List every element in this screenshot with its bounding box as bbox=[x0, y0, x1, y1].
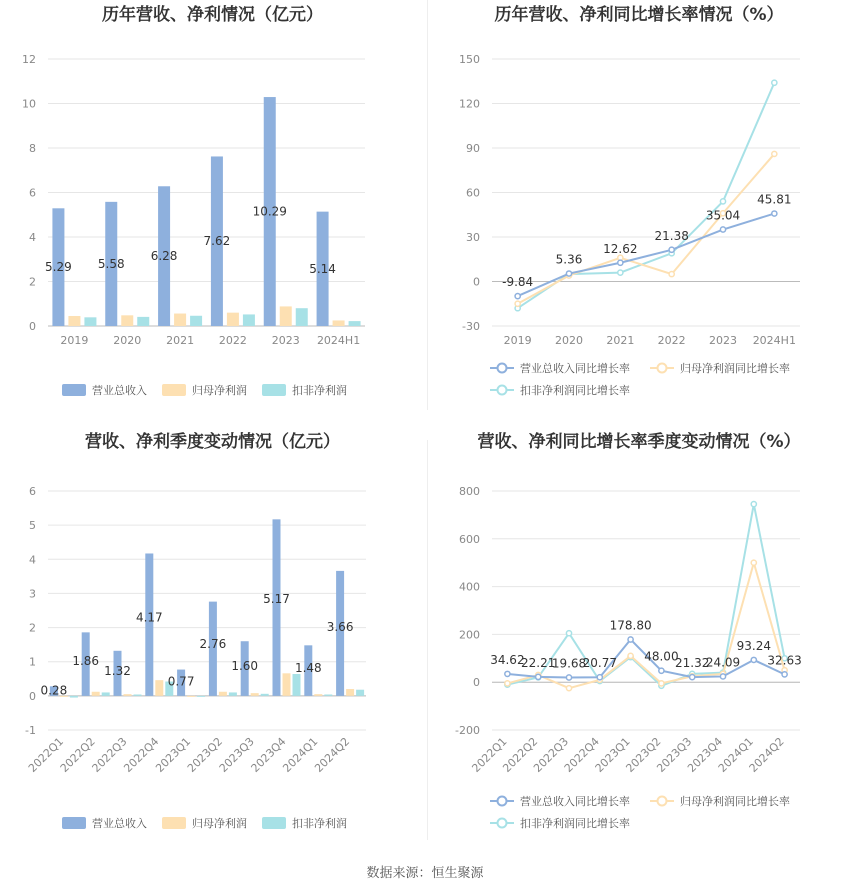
bar bbox=[197, 696, 205, 697]
data-label: 6.28 bbox=[150, 249, 178, 264]
x-tick-label: 2023Q4 bbox=[685, 734, 726, 775]
legend-swatch bbox=[262, 384, 286, 396]
y-tick-label: 150 bbox=[459, 53, 480, 66]
bar bbox=[187, 696, 195, 697]
y-tick-label: 0 bbox=[29, 320, 36, 333]
y-tick-label: -30 bbox=[462, 320, 480, 333]
chart-title: 营收、净利季度变动情况（亿元） bbox=[85, 432, 340, 452]
legend-swatch bbox=[162, 384, 186, 396]
y-tick-label: 90 bbox=[466, 142, 480, 155]
legend-label: 归母净利润 bbox=[192, 384, 247, 397]
bar bbox=[324, 694, 332, 695]
y-tick-label: 3 bbox=[29, 587, 36, 601]
data-point bbox=[618, 260, 623, 265]
y-tick-label: 400 bbox=[459, 580, 480, 594]
y-tick-label: 800 bbox=[459, 485, 480, 498]
annual-revenue-profit-svg bbox=[0, 0, 425, 410]
data-point bbox=[628, 637, 633, 642]
legend-label: 扣非净利润 bbox=[292, 817, 347, 830]
data-label: 5.29 bbox=[45, 260, 72, 275]
legend-label: 扣非净利润同比增长率 bbox=[520, 384, 630, 397]
legend-swatch bbox=[62, 817, 86, 829]
bar bbox=[92, 692, 100, 696]
data-label: 21.32 bbox=[675, 656, 710, 671]
data-point bbox=[720, 227, 725, 232]
x-tick-label: 2024H1 bbox=[752, 334, 796, 347]
data-label: 4.17 bbox=[135, 610, 163, 625]
bar bbox=[145, 553, 153, 695]
data-point bbox=[566, 631, 571, 636]
x-tick-label: 2020 bbox=[555, 334, 583, 347]
data-point bbox=[751, 502, 756, 507]
y-tick-label: 60 bbox=[466, 186, 480, 200]
data-label: 21.38 bbox=[654, 228, 689, 243]
data-label: 10.29 bbox=[252, 204, 287, 219]
data-label: 5.58 bbox=[97, 256, 125, 271]
bar bbox=[243, 314, 255, 326]
x-tick-label: 2019 bbox=[60, 334, 89, 347]
data-label: 5.17 bbox=[263, 591, 290, 606]
x-tick-label: 2023Q2 bbox=[184, 734, 226, 775]
bar bbox=[283, 673, 291, 696]
bar bbox=[227, 313, 239, 326]
data-point bbox=[669, 271, 674, 276]
data-label: 45.81 bbox=[757, 192, 792, 207]
quarterly-revenue-profit-chart bbox=[0, 425, 425, 855]
x-tick-label: 2024Q2 bbox=[746, 734, 787, 775]
x-tick-label: 2022Q4 bbox=[561, 734, 602, 775]
bar bbox=[190, 316, 202, 326]
y-tick-label: 2 bbox=[29, 621, 36, 635]
data-point bbox=[536, 674, 541, 679]
data-point bbox=[720, 199, 725, 204]
bar bbox=[314, 694, 322, 696]
data-point bbox=[720, 674, 725, 679]
bar bbox=[333, 320, 345, 326]
data-label: 0.28 bbox=[40, 683, 68, 698]
data-source-note: 数据来源：恒生聚源 bbox=[366, 866, 484, 881]
x-tick-label: 2023Q3 bbox=[654, 734, 695, 775]
data-point bbox=[751, 560, 756, 565]
x-tick-label: 2023Q4 bbox=[248, 734, 289, 775]
data-label: 2.76 bbox=[199, 637, 227, 652]
bar bbox=[349, 321, 361, 326]
y-tick-label: 5 bbox=[29, 519, 36, 533]
data-label: 22.21 bbox=[521, 655, 556, 670]
bar bbox=[174, 314, 186, 326]
quarterly-growth-chart bbox=[428, 425, 850, 855]
legend-label: 归母净利润 bbox=[192, 817, 247, 830]
legend-label: 归母净利润同比增长率 bbox=[680, 795, 790, 808]
y-tick-label: 0 bbox=[473, 676, 480, 690]
legend-marker bbox=[658, 364, 667, 373]
data-label: 0.77 bbox=[167, 674, 195, 689]
data-label: 93.24 bbox=[736, 638, 771, 653]
y-tick-label: 1 bbox=[29, 655, 36, 669]
y-tick-label: 4 bbox=[29, 553, 36, 567]
bar bbox=[280, 306, 292, 326]
x-tick-label: 2024Q2 bbox=[312, 734, 353, 775]
y-tick-label: 8 bbox=[29, 142, 36, 155]
data-point bbox=[772, 80, 777, 85]
y-tick-label: 6 bbox=[29, 485, 36, 498]
bar bbox=[70, 696, 78, 698]
data-label: 7.62 bbox=[203, 234, 231, 249]
data-label: 1.60 bbox=[231, 658, 259, 673]
legend-swatch bbox=[162, 817, 186, 829]
data-label: 1.32 bbox=[104, 664, 131, 679]
y-tick-label: 600 bbox=[459, 532, 480, 546]
bar bbox=[68, 316, 80, 326]
data-point bbox=[515, 293, 520, 298]
y-tick-label: 200 bbox=[459, 628, 480, 642]
data-label: 20.77 bbox=[582, 656, 617, 671]
data-label: 35.04 bbox=[705, 208, 741, 223]
legend-label: 营业总收入 bbox=[92, 817, 147, 830]
data-label: 5.14 bbox=[309, 261, 336, 276]
data-label: 32.63 bbox=[767, 653, 802, 668]
quarterly-revenue-profit-svg bbox=[0, 425, 425, 845]
x-tick-label: 2021 bbox=[606, 334, 635, 347]
bar bbox=[219, 692, 227, 696]
annual-growth-svg bbox=[428, 0, 850, 410]
chart-title: 历年营收、净利同比增长率情况（%） bbox=[494, 5, 784, 25]
data-label: 178.80 bbox=[609, 618, 652, 633]
bar bbox=[261, 694, 269, 696]
bar bbox=[346, 689, 354, 696]
bar bbox=[121, 315, 133, 326]
data-point bbox=[659, 681, 664, 686]
legend-label: 扣非净利润 bbox=[292, 384, 347, 397]
y-tick-label: -1 bbox=[25, 724, 36, 737]
series-line bbox=[518, 83, 775, 308]
legend-label: 营业总收入 bbox=[92, 384, 147, 397]
data-point bbox=[669, 247, 674, 252]
bar bbox=[273, 519, 281, 696]
bar bbox=[137, 317, 149, 326]
y-tick-label: 2 bbox=[29, 275, 36, 289]
data-point bbox=[772, 151, 777, 156]
x-tick-label: 2022Q4 bbox=[121, 734, 162, 775]
data-point bbox=[618, 270, 623, 275]
y-tick-label: 30 bbox=[466, 231, 480, 244]
data-label: 34.62 bbox=[490, 652, 525, 667]
y-tick-label: 4 bbox=[29, 231, 36, 244]
x-tick-label: 2023 bbox=[709, 334, 737, 347]
bar bbox=[84, 317, 96, 326]
x-tick-label: 2022Q2 bbox=[57, 734, 98, 775]
x-tick-label: 2023Q2 bbox=[623, 734, 664, 775]
x-tick-label: 2022Q3 bbox=[531, 734, 572, 775]
x-tick-label: 2020 bbox=[113, 334, 142, 347]
data-point bbox=[772, 211, 777, 216]
x-tick-label: 2022Q2 bbox=[500, 734, 541, 775]
y-tick-label: 10 bbox=[22, 97, 36, 111]
data-point bbox=[597, 675, 602, 680]
legend-swatch bbox=[62, 384, 86, 396]
legend-label: 归母净利润同比增长率 bbox=[680, 362, 790, 375]
data-point bbox=[566, 686, 571, 691]
legend-label: 扣非净利润同比增长率 bbox=[520, 817, 630, 830]
y-tick-label: -200 bbox=[455, 724, 480, 737]
data-point bbox=[505, 681, 510, 686]
data-label: 24.09 bbox=[705, 655, 741, 670]
x-tick-label: 2024Q1 bbox=[280, 734, 321, 775]
bar bbox=[229, 692, 237, 695]
x-tick-label: 2021 bbox=[166, 334, 195, 347]
bar bbox=[102, 692, 110, 695]
x-tick-label: 2022 bbox=[218, 334, 247, 347]
annual-revenue-profit-chart bbox=[0, 0, 425, 430]
y-tick-label: 0 bbox=[29, 689, 36, 703]
data-point bbox=[566, 271, 571, 276]
x-tick-label: 2022Q1 bbox=[25, 734, 67, 775]
x-tick-label: 2019 bbox=[503, 334, 532, 347]
legend-marker bbox=[498, 364, 507, 373]
x-tick-label: 2022 bbox=[657, 334, 686, 347]
data-label: -9.84 bbox=[502, 275, 534, 290]
data-point bbox=[782, 672, 787, 677]
bar bbox=[155, 680, 163, 696]
legend-label: 营业总收入同比增长率 bbox=[520, 362, 630, 375]
data-point bbox=[659, 668, 664, 673]
y-tick-label: 0 bbox=[473, 275, 480, 289]
data-label: 48.00 bbox=[644, 649, 679, 664]
data-label: 12.62 bbox=[603, 241, 638, 256]
bar bbox=[251, 693, 259, 696]
x-tick-label: 2022Q3 bbox=[89, 734, 130, 775]
x-tick-label: 2023 bbox=[271, 334, 300, 347]
bar bbox=[356, 690, 364, 696]
x-tick-label: 2024Q1 bbox=[715, 734, 756, 775]
data-point bbox=[628, 653, 633, 658]
data-label: 19.68 bbox=[551, 656, 587, 671]
data-label: 5.36 bbox=[555, 252, 583, 267]
legend-marker bbox=[498, 819, 507, 828]
data-point bbox=[515, 301, 520, 306]
x-tick-label: 2022Q1 bbox=[469, 734, 510, 775]
x-tick-label: 2023Q3 bbox=[216, 734, 257, 775]
bar bbox=[296, 308, 308, 326]
data-point bbox=[566, 675, 571, 680]
y-tick-label: 12 bbox=[22, 53, 36, 66]
x-tick-label: 2023Q1 bbox=[592, 734, 633, 775]
legend-swatch bbox=[262, 817, 286, 829]
chart-title: 营收、净利同比增长率季度变动情况（%） bbox=[477, 432, 801, 452]
data-label: 3.66 bbox=[326, 620, 354, 635]
data-point bbox=[505, 671, 510, 676]
bar bbox=[134, 694, 142, 695]
legend-marker bbox=[658, 797, 667, 806]
legend-marker bbox=[498, 386, 507, 395]
bar bbox=[293, 674, 301, 696]
x-tick-label: 2023Q1 bbox=[153, 734, 194, 775]
annual-growth-chart bbox=[428, 0, 850, 430]
data-point bbox=[690, 675, 695, 680]
x-tick-label: 2024H1 bbox=[316, 334, 361, 347]
bar bbox=[124, 694, 132, 696]
data-label: 1.86 bbox=[72, 653, 100, 668]
chart-title: 历年营收、净利情况（亿元） bbox=[102, 5, 323, 25]
y-tick-label: 6 bbox=[29, 186, 36, 200]
legend-label: 营业总收入同比增长率 bbox=[520, 795, 630, 808]
y-tick-label: 120 bbox=[459, 97, 480, 111]
data-point bbox=[751, 657, 756, 662]
data-label: 1.48 bbox=[294, 661, 322, 676]
legend-marker bbox=[498, 797, 507, 806]
quarterly-growth-svg bbox=[428, 425, 850, 845]
